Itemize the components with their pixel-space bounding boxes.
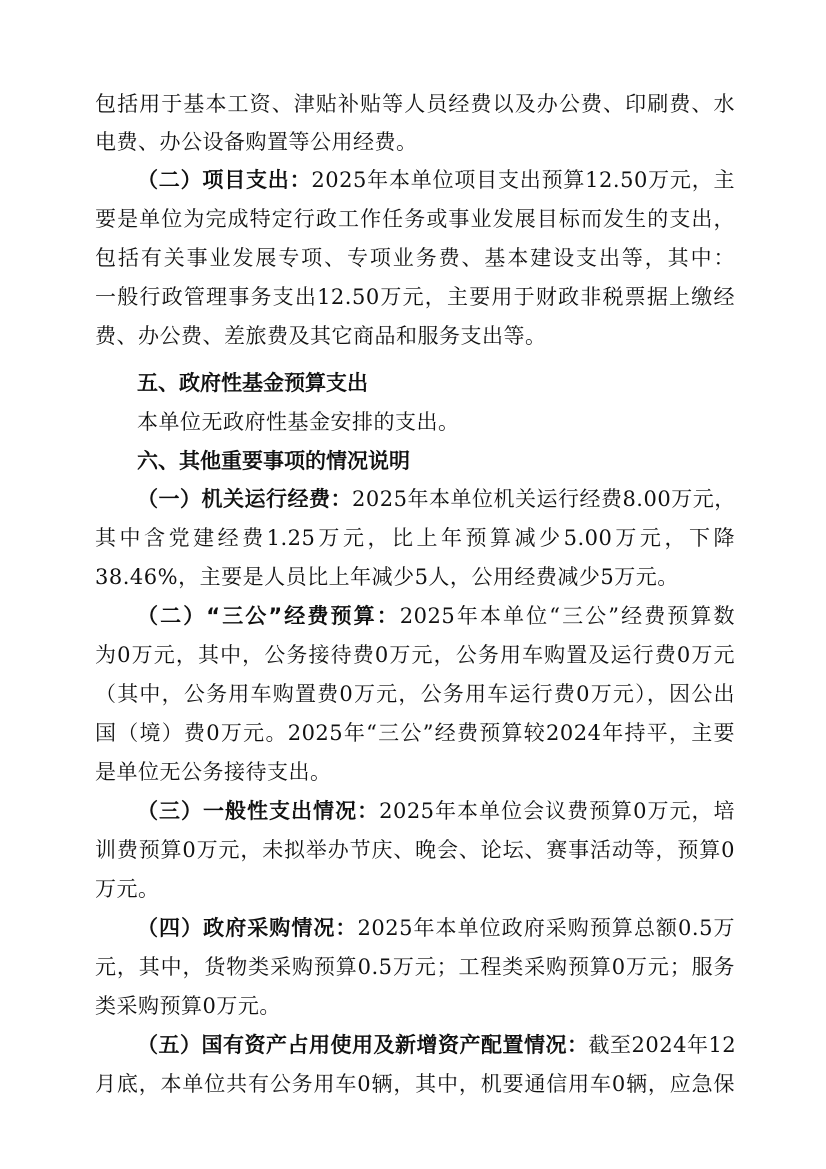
- p7-lead: （五）国有资产占用使用及新增资产配置情况：: [137, 1033, 589, 1057]
- p7-line-1-text: 截至2024年12: [588, 1033, 737, 1057]
- p7-line-2: 月底，本单位共有公务用车0辆，其中，机要通信用车0辆，应急保: [95, 1072, 735, 1096]
- p6-line-1: [137, 913, 735, 943]
- p4-line-3: （其中，公务用车购置费0万元，公务用车运行费0万元），因公出: [95, 682, 735, 706]
- p2-line-3: 包括有关事业发展专项、专项业务费、基本建设支出等，其中：: [95, 246, 735, 270]
- section-5-heading: 五、政府性基金预算支出: [137, 371, 368, 395]
- p4-lead: （二）“三公”经费预算：: [137, 604, 400, 628]
- p4-line-5: 是单位无公务接待支出。: [95, 760, 332, 784]
- p4-line-1-text: 2025年本单位“三公”经费预算数: [399, 604, 735, 628]
- p6-lead: （四）政府采购情况：: [137, 916, 358, 940]
- p1-line-1: 包括用于基本工资、津贴补贴等人员经费以及办公费、印刷费、水: [95, 92, 735, 116]
- p5-line-1: [137, 796, 735, 826]
- p5-line-1-text: 2025年本单位会议费预算0万元，培: [379, 799, 736, 823]
- p2-line-1: [137, 165, 735, 195]
- p1-line-2: 电费、办公设备购置等公用经费。: [95, 130, 418, 154]
- p2-line-1-text: 2025年本单位项目支出预算12.50万元，主: [311, 168, 736, 192]
- p2-line-4: 一般行政管理事务支出12.50万元，主要用于财政非税票据上缴经: [95, 285, 735, 309]
- p4-line-1: [137, 601, 735, 631]
- p3-lead: （一）机关运行经费：: [137, 487, 352, 511]
- p6-line-2: 元，其中，货物类采购预算0.5万元；工程类采购预算0万元；服务: [95, 955, 735, 979]
- p6-line-1-text: 2025年本单位政府采购预算总额0.5万: [357, 916, 735, 940]
- section-5-text: 本单位无政府性基金安排的支出。: [137, 410, 460, 434]
- p3-line-2: 其中含党建经费1.25万元，比上年预算减少5.00万元，下降: [95, 526, 735, 550]
- p6-line-3: 类采购预算0万元。: [95, 994, 281, 1018]
- p5-line-2: 训费预算0万元，未拟举办节庆、晚会、论坛、赛事活动等，预算0: [95, 838, 735, 862]
- p5-line-3: 万元。: [95, 877, 160, 901]
- p3-line-3: 38.46%，主要是人员比上年减少5人，公用经费减少5万元。: [95, 565, 679, 589]
- p2-line-5: 费、办公费、差旅费及其它商品和服务支出等。: [95, 324, 547, 348]
- p7-line-1: [137, 1030, 735, 1060]
- p4-line-4: 国（境）费0万元。2025年“三公”经费预算较2024年持平，主要: [95, 721, 735, 745]
- p3-line-1: [137, 484, 735, 514]
- section-6-heading: 六、其他重要事项的情况说明: [137, 449, 410, 473]
- p4-line-2: 为0万元，其中，公务接待费0万元，公务用车购置及运行费0万元: [95, 643, 735, 667]
- p2-line-2: 要是单位为完成特定行政工作任务或事业发展目标而发生的支出，: [95, 207, 735, 231]
- p2-lead: （二）项目支出：: [137, 168, 312, 192]
- p3-line-1-text: 2025年本单位机关运行经费8.00万元，: [352, 487, 736, 511]
- p5-lead: （三）一般性支出情况：: [137, 799, 380, 823]
